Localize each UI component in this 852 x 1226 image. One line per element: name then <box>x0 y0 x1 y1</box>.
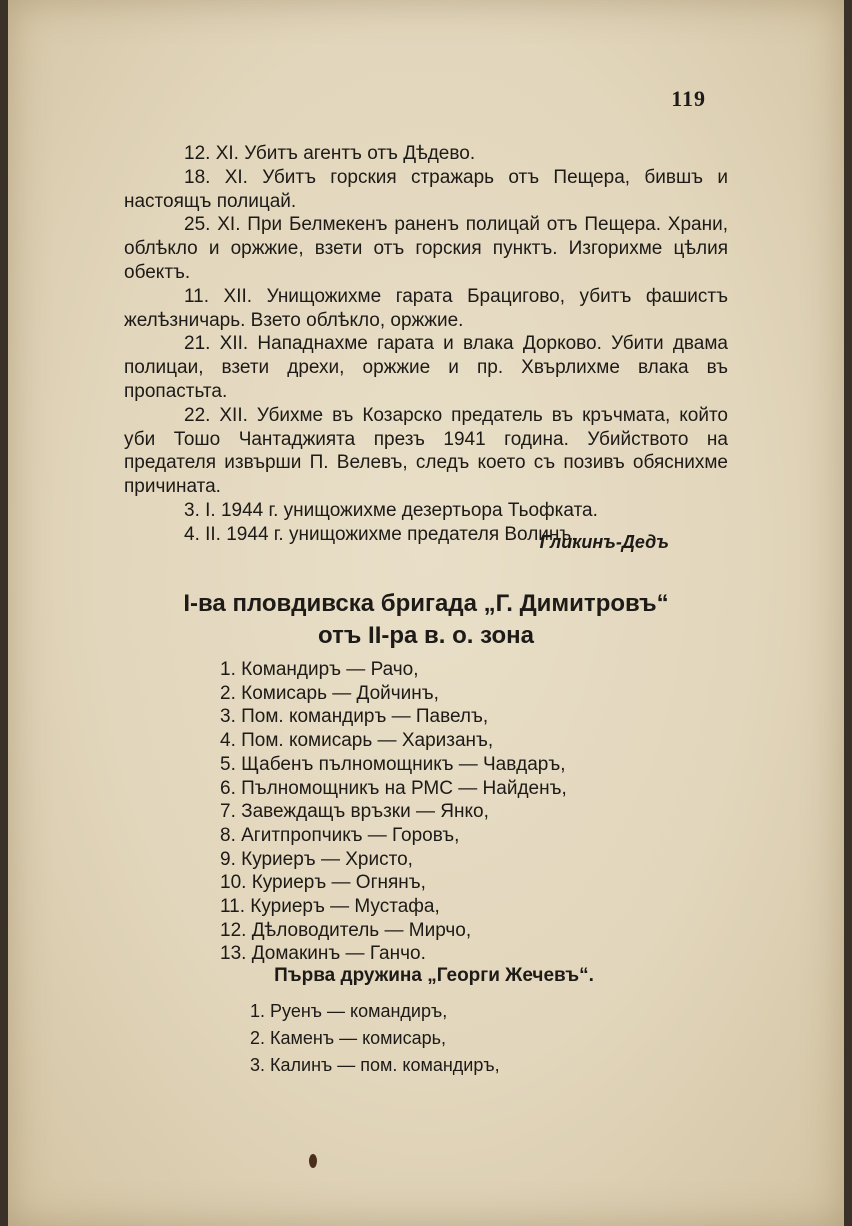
company-roster <box>250 998 500 1079</box>
brigade-roster <box>220 658 567 966</box>
company-title: Първа дружина „Георги Жечевъ“. <box>274 965 594 986</box>
roster-item: 11. Куриеръ — Мустафа, <box>220 896 440 918</box>
brigade-title: І-ва пловдивска бригада „Г. Димитровъ“ <box>183 590 669 617</box>
chronicle-entry: 4. II. 1944 г. унищожихме предателя Волинъ. <box>184 523 577 545</box>
roster-item: 1. Командиръ — Рачо, <box>220 659 419 680</box>
roster-item: 6. Пълномощникъ на РМС — Найденъ, <box>220 777 567 799</box>
roster-item: 12. Дѣловодитель — Мирчо, <box>220 919 472 941</box>
book-page <box>8 0 844 1226</box>
roster-item: 13. Домакинъ — Ганчо. <box>220 943 426 965</box>
company-member: 3. Калинъ — пом. командиръ, <box>250 1055 500 1075</box>
roster-item: 3. Пом. командиръ — Павелъ, <box>220 706 489 728</box>
chronicle-entry: 21. XII. Нападнахме гарата и влака Дорково. Убити двама полицаи, взети дрехи, оржжие и пр. Хвърлихме влака въ пропастьта. <box>124 333 728 402</box>
chronicle-entry: 11. XII. Унищожихме гарата Брацигово, убитъ фашистъ желѣзничарь. Взето облѣкло, оржжие. <box>124 285 728 331</box>
page-number: 119 <box>671 86 706 111</box>
brigade-subtitle: отъ II-ра в. о. зона <box>318 622 534 649</box>
roster-item: 8. Агитпропчикъ — Горовъ, <box>220 824 460 846</box>
roster-item: 5. Щабенъ пълномощникъ — Чавдаръ, <box>220 753 566 775</box>
chronicle-entry: 12. XI. Убитъ агентъ отъ Дѣдево. <box>184 143 476 164</box>
chronicle-entry: 3. I. 1944 г. унищожихме дезертьора Тьофката. <box>184 499 598 521</box>
chronicle-entry: 25. XI. При Белмекенъ раненъ полицай отъ Пещера. Храни, облѣкло и оржжие, взети отъ горския пунктъ. Изгорихме цѣлия обектъ. <box>124 214 728 283</box>
roster-item: 4. Пом. комисарь — Харизанъ, <box>220 730 494 752</box>
ink-spot <box>309 1154 317 1168</box>
chronicle-entries <box>124 142 728 547</box>
roster-item: 2. Комисарь — Дойчинъ, <box>220 682 439 704</box>
company-member: 2. Каменъ — комисарь, <box>250 1028 447 1048</box>
roster-item: 9. Куриеръ — Христо, <box>220 848 413 870</box>
roster-item: 10. Куриеръ — Огнянъ, <box>220 872 426 894</box>
author-signature: Гликинъ-Дедъ <box>539 532 669 552</box>
company-member: 1. Руенъ — командиръ, <box>250 1001 448 1021</box>
chronicle-entry: 22. XII. Убихме въ Козарско предатель въ кръчмата, който уби Тошо Чантаджията презъ 1941 година. Убийството на предателя извърши П. Велевъ, следъ което съ позивъ обяснихме причината. <box>124 404 728 498</box>
chronicle-entry: 18. XI. Убитъ горския стражарь отъ Пещера, бившъ и настоящъ полицай. <box>124 166 728 212</box>
roster-item: 7. Завеждащъ връзки — Янко, <box>220 801 489 823</box>
